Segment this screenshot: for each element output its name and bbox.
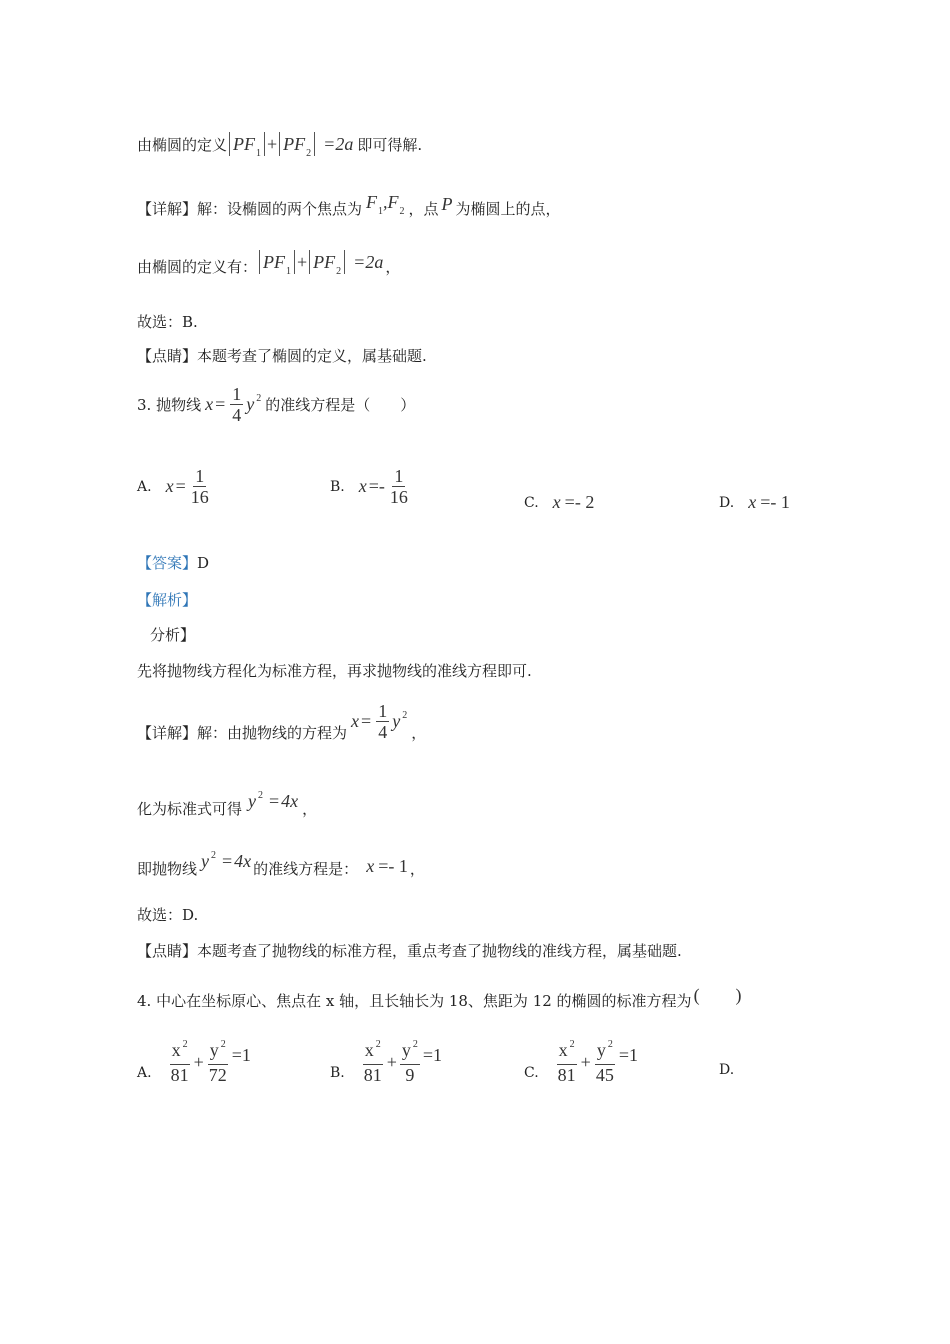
numerator: 1 (195, 466, 205, 486)
fraction (189, 466, 211, 507)
var-f: F (366, 192, 378, 212)
denominator: 72 (208, 1065, 227, 1085)
superscript: 2 (375, 1039, 381, 1050)
superscript: 2 (256, 393, 262, 404)
var-y: y (401, 1040, 411, 1060)
detail-comment (137, 940, 682, 961)
numerator (170, 1040, 190, 1065)
text: 先将抛物线方程化为标准方程，再求抛物线的准线方程即可. (137, 662, 532, 680)
superscript: 2 (211, 850, 217, 861)
rhs-value: =1 (422, 1045, 443, 1065)
detail-directrix (137, 844, 425, 879)
superscript: 2 (182, 1039, 188, 1050)
text: 故选：B. (137, 313, 198, 331)
text: 化为标准式可得 (137, 800, 243, 818)
var-4x: 4x (281, 791, 299, 811)
var-x: x (205, 394, 214, 414)
text: ， (409, 860, 425, 878)
denominator: 45 (595, 1065, 614, 1085)
superscript: 2 (569, 1039, 575, 1050)
var-y: y (248, 791, 257, 811)
comma: , (383, 192, 388, 212)
text: 解：设椭圆的两个焦点为 (197, 200, 363, 218)
eq-sign: = (378, 856, 389, 876)
var-f: F (294, 134, 306, 154)
line-detail-foci (137, 192, 561, 219)
value-minus-one: - 1 (388, 856, 408, 876)
point-p: P (441, 194, 453, 214)
line-answer-choice (137, 311, 198, 332)
numerator (400, 1040, 420, 1065)
q3-option-c[interactable] (524, 492, 594, 513)
subscript: 1 (286, 266, 292, 277)
plus-sign: + (386, 1052, 397, 1072)
line-comment (137, 345, 427, 366)
plus-sign: + (580, 1052, 591, 1072)
fraction-one-quarter (376, 701, 389, 742)
var-x: x (358, 476, 367, 496)
text: 即抛物线 (137, 860, 198, 878)
var-x: x (366, 856, 375, 876)
detail-standard-form (137, 784, 317, 819)
abs-pf1 (259, 250, 295, 277)
fraction-one-quarter (230, 384, 243, 425)
eq-sign: = (269, 791, 280, 811)
text: ，点 (408, 200, 439, 218)
plus-sign: + (193, 1052, 204, 1072)
question-text: 4. 中心在坐标原心、焦点在 x 轴，且长轴长为 18、焦距为 12 的椭圆的标准方程为 (137, 992, 692, 1010)
var-p: P (233, 134, 245, 154)
numerator (595, 1040, 615, 1065)
denominator: 81 (557, 1065, 576, 1085)
text: 由椭圆的定义 (137, 135, 228, 154)
var-x: x (171, 1040, 181, 1060)
tag-comment: 【点睛】 (137, 347, 198, 365)
question-3 (137, 384, 415, 425)
subscript: 2 (336, 266, 342, 277)
var-y: y (246, 394, 255, 414)
var-p: P (263, 252, 275, 272)
var-y: y (596, 1040, 606, 1060)
denominator: 4 (378, 722, 388, 742)
detail-parabola-equation (137, 700, 426, 743)
denominator: 16 (190, 487, 209, 507)
rhs-value: =1 (618, 1045, 638, 1065)
eq-sign: =- 1 (760, 492, 790, 512)
q3-option-b[interactable] (330, 466, 413, 507)
analysis-line (137, 589, 197, 610)
numerator: 1 (394, 466, 404, 486)
line-ellipse-def (137, 251, 401, 278)
abs-pf2 (279, 132, 315, 159)
answer-value: D (197, 553, 210, 572)
abs-pf1 (229, 132, 265, 159)
text: 故选：D. (137, 906, 199, 924)
var-x: x (558, 1040, 568, 1060)
q3-option-d[interactable] (719, 492, 790, 513)
subscript: 2 (399, 206, 405, 217)
subscript: 1 (378, 206, 384, 217)
eq-2a: =2a (323, 133, 354, 154)
var-p: P (283, 134, 295, 154)
option-label: B. (330, 478, 345, 495)
superscript: 2 (607, 1039, 613, 1050)
var-y-squared (201, 851, 216, 872)
var-f: F (387, 192, 399, 212)
var-y-squared (248, 791, 263, 812)
numerator (363, 1040, 383, 1065)
option-label: D. (719, 494, 735, 511)
foci-symbols (366, 192, 405, 217)
option-label: C. (524, 1064, 539, 1081)
plus-sign: + (267, 133, 278, 154)
eq-sign: =- 2 (564, 492, 595, 512)
question-4 (137, 976, 742, 1011)
subscript: 2 (306, 148, 312, 159)
fraction-y (207, 1040, 229, 1085)
option-label: A. (137, 1064, 152, 1081)
abs-pf2 (309, 250, 345, 277)
option-label: C. (524, 494, 539, 511)
text: 分析】 (150, 626, 196, 644)
fraction (388, 466, 410, 507)
tag-answer: 【答案】 (137, 554, 198, 572)
var-y: y (209, 1040, 219, 1060)
analysis-text (137, 660, 532, 681)
superscript: 2 (412, 1039, 418, 1050)
analysis-sub-heading (150, 624, 195, 645)
q4-option-c[interactable] (524, 1040, 638, 1085)
var-y: y (392, 711, 401, 731)
tag-comment: 【点睛】 (137, 942, 198, 960)
denominator: 4 (232, 405, 242, 425)
eq-sign: = (361, 711, 372, 731)
var-x: x (552, 492, 561, 512)
var-f: F (274, 252, 286, 272)
eq-2a: =2a (353, 251, 384, 272)
option-label: B. (330, 1064, 345, 1081)
numerator: 1 (232, 384, 242, 404)
numerator: 1 (378, 701, 388, 721)
var-f: F (324, 252, 336, 272)
var-x: x (364, 1040, 374, 1060)
text: 本题考查了椭圆的定义，属基础题. (197, 347, 427, 365)
var-x: x (748, 492, 757, 512)
tag-detail: 【详解】 (137, 724, 198, 742)
var-f: F (244, 134, 256, 154)
text: 由椭圆的定义有： (137, 257, 258, 276)
plus-sign: + (297, 251, 308, 272)
q4-option-b[interactable] (330, 1040, 442, 1085)
text: 为椭圆上的点， (455, 200, 561, 218)
text: 本题考查了抛物线的标准方程，重点考查了抛物线的准线方程，属基础题. (197, 942, 682, 960)
question-paren: ( ) (693, 984, 742, 1005)
text: 的准线方程是： (253, 860, 359, 878)
line-ellipse-def-hint (137, 132, 423, 159)
var-4x: 4x (234, 851, 252, 871)
var-x: x (351, 711, 360, 731)
question-text: 的准线方程是（ ） (265, 396, 416, 414)
eq-sign: = (222, 851, 233, 871)
subscript: 1 (256, 148, 262, 159)
fraction-y (594, 1040, 616, 1085)
q3-option-a[interactable] (137, 466, 214, 507)
var-x: x (165, 476, 174, 496)
option-label: D. (719, 1062, 735, 1078)
text: ， (302, 800, 318, 818)
detail-choice (137, 904, 198, 925)
superscript: 2 (258, 790, 264, 801)
question-text: 3. 抛物线 (137, 396, 202, 414)
eq-sign: =- (368, 476, 385, 496)
denominator: 9 (405, 1065, 415, 1085)
text: 即可得解. (357, 135, 423, 154)
denominator: 16 (389, 487, 408, 507)
numerator (208, 1040, 228, 1065)
fraction-x (169, 1040, 191, 1085)
eq-sign: = (215, 394, 226, 414)
var-y-squared (392, 711, 407, 732)
tag-detail: 【详解】 (137, 200, 198, 218)
superscript: 2 (402, 710, 408, 721)
var-y: y (201, 851, 210, 871)
option-label: A. (137, 478, 152, 495)
denominator: 81 (363, 1065, 382, 1085)
eq-sign: = (175, 476, 186, 496)
numerator (557, 1040, 577, 1065)
denominator: 81 (170, 1065, 189, 1085)
text: ， (411, 724, 427, 742)
fraction-x (362, 1040, 384, 1085)
rhs-value: =1 (231, 1045, 251, 1065)
var-y-squared (246, 394, 261, 415)
q4-option-d[interactable] (719, 1062, 748, 1078)
q4-option-a[interactable] (137, 1040, 251, 1085)
var-p: P (313, 252, 325, 272)
text: ， (385, 257, 401, 276)
answer-line (137, 552, 209, 573)
fraction-y (400, 1040, 420, 1085)
superscript: 2 (220, 1039, 226, 1050)
tag-analysis: 【解析】 (137, 591, 198, 609)
fraction-x (556, 1040, 578, 1085)
text: 解：由抛物线的方程为 (197, 724, 348, 742)
